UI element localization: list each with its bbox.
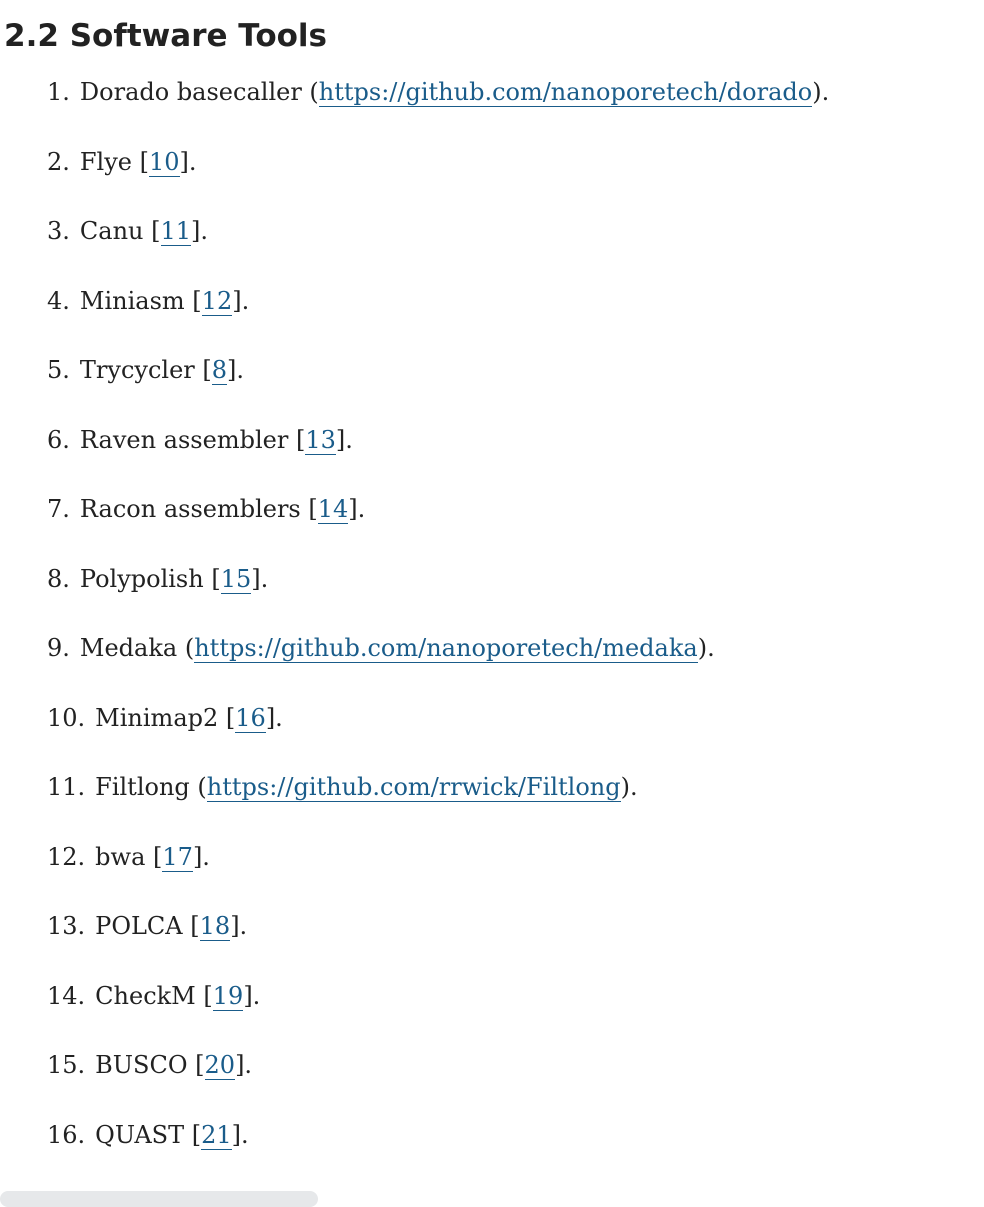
tool-open-punctuation: [ bbox=[143, 217, 161, 245]
tool-number: 3. bbox=[47, 217, 70, 245]
tool-name: POLCA bbox=[95, 912, 183, 940]
tool-number: 4. bbox=[47, 286, 70, 315]
tool-open-punctuation: [ bbox=[218, 703, 236, 732]
tool-name: Trycycler bbox=[79, 356, 195, 384]
tool-close-punctuation: ]. bbox=[251, 564, 269, 593]
tool-close-punctuation: ). bbox=[620, 773, 638, 801]
citation-link[interactable]: 17 bbox=[162, 842, 193, 871]
tool-close-punctuation: ]. bbox=[232, 286, 250, 315]
tool-list-item bbox=[47, 835, 829, 905]
tool-open-punctuation: ( bbox=[189, 773, 207, 801]
citation-link[interactable]: 20 bbox=[204, 1051, 236, 1079]
citation-link[interactable]: 21 bbox=[201, 1120, 232, 1149]
tool-number: 1. bbox=[47, 78, 70, 106]
tool-number: 9. bbox=[47, 634, 70, 662]
tool-name: bwa bbox=[95, 842, 146, 871]
tool-number: 7. bbox=[47, 495, 70, 523]
tool-close-punctuation: ]. bbox=[192, 842, 210, 871]
tool-open-punctuation: [ bbox=[145, 842, 163, 871]
software-tools-list bbox=[47, 70, 829, 1182]
tool-url-link[interactable]: https://github.com/nanoporetech/dorado bbox=[318, 78, 813, 106]
tool-list-item bbox=[47, 696, 829, 766]
tool-open-punctuation: [ bbox=[194, 356, 212, 384]
citation-link[interactable]: 10 bbox=[149, 147, 180, 176]
tool-list-item bbox=[47, 140, 829, 210]
tool-name: Medaka bbox=[79, 634, 178, 662]
tool-open-punctuation: ( bbox=[177, 634, 195, 662]
tool-url-link[interactable]: https://github.com/nanoporetech/medaka bbox=[194, 634, 698, 662]
citation-link[interactable]: 12 bbox=[201, 286, 233, 315]
tool-list-item bbox=[47, 904, 829, 974]
tool-close-punctuation: ]. bbox=[179, 147, 197, 176]
citation-link[interactable]: 13 bbox=[305, 425, 336, 454]
tool-open-punctuation: [ bbox=[184, 1120, 202, 1149]
tool-name: Miniasm bbox=[79, 286, 185, 315]
tool-close-punctuation: ]. bbox=[230, 912, 248, 940]
tool-name: Raven assembler bbox=[79, 425, 289, 454]
tool-number: 12. bbox=[47, 842, 86, 871]
section-heading: 2.2 Software Tools bbox=[4, 18, 328, 54]
tool-list-item bbox=[47, 1113, 829, 1183]
tool-list-item bbox=[47, 279, 829, 349]
tool-number: 11. bbox=[47, 773, 86, 801]
tool-open-punctuation: [ bbox=[288, 425, 306, 454]
citation-link[interactable]: 18 bbox=[199, 912, 231, 940]
citation-link[interactable]: 11 bbox=[160, 217, 192, 245]
tool-open-punctuation: [ bbox=[195, 981, 213, 1010]
tool-name: Minimap2 bbox=[95, 703, 219, 732]
tool-list-item bbox=[47, 209, 829, 279]
tool-close-punctuation: ]. bbox=[235, 1051, 253, 1079]
tool-close-punctuation: ). bbox=[812, 78, 830, 106]
tool-list-item bbox=[47, 70, 829, 140]
tool-open-punctuation: ( bbox=[301, 78, 319, 106]
tool-close-punctuation: ]. bbox=[227, 356, 245, 384]
tool-list-item bbox=[47, 487, 829, 557]
citation-link[interactable]: 8 bbox=[211, 356, 228, 384]
citation-link[interactable]: 19 bbox=[212, 981, 244, 1010]
tool-close-punctuation: ]. bbox=[265, 703, 283, 732]
tool-close-punctuation: ]. bbox=[348, 495, 366, 523]
citation-link[interactable]: 16 bbox=[235, 703, 266, 732]
tool-list-item bbox=[47, 626, 829, 696]
tool-open-punctuation: [ bbox=[132, 147, 149, 176]
tool-list-item bbox=[47, 557, 829, 627]
tool-number: 13. bbox=[47, 912, 86, 940]
tool-list-item bbox=[47, 1043, 829, 1113]
citation-link[interactable]: 15 bbox=[220, 564, 252, 593]
tool-name: Dorado basecaller bbox=[79, 78, 302, 106]
tool-close-punctuation: ). bbox=[697, 634, 715, 662]
tool-open-punctuation: [ bbox=[187, 1051, 205, 1079]
tool-number: 5. bbox=[47, 356, 70, 384]
tool-open-punctuation: [ bbox=[203, 564, 221, 593]
tool-number: 8. bbox=[47, 564, 70, 593]
tool-open-punctuation: [ bbox=[182, 912, 200, 940]
tool-name: QUAST bbox=[95, 1120, 185, 1149]
tool-close-punctuation: ]. bbox=[243, 981, 261, 1010]
horizontal-scrollbar[interactable] bbox=[0, 1191, 318, 1207]
tool-number: 2. bbox=[47, 147, 70, 176]
tool-name: Canu bbox=[79, 217, 144, 245]
tool-close-punctuation: ]. bbox=[191, 217, 209, 245]
tool-name: Flye bbox=[79, 147, 132, 176]
tool-number: 14. bbox=[47, 981, 86, 1010]
tool-number: 6. bbox=[47, 425, 70, 454]
tool-name: Polypolish bbox=[79, 564, 204, 593]
tool-name: BUSCO bbox=[95, 1051, 188, 1079]
tool-open-punctuation: [ bbox=[184, 286, 202, 315]
tool-url-link[interactable]: https://github.com/rrwick/Filtlong bbox=[206, 773, 621, 801]
citation-link[interactable]: 14 bbox=[317, 495, 349, 523]
tool-name: CheckM bbox=[95, 981, 196, 1010]
tool-open-punctuation: [ bbox=[300, 495, 318, 523]
tool-number: 16. bbox=[47, 1120, 86, 1149]
tool-name: Filtlong bbox=[95, 773, 190, 801]
tool-list-item bbox=[47, 765, 829, 835]
tool-close-punctuation: ]. bbox=[231, 1120, 249, 1149]
tool-list-item bbox=[47, 348, 829, 418]
tool-list-item bbox=[47, 974, 829, 1044]
tool-number: 10. bbox=[47, 703, 86, 732]
tool-number: 15. bbox=[47, 1051, 86, 1079]
tool-list-item bbox=[47, 418, 829, 488]
tool-name: Racon assemblers bbox=[79, 495, 301, 523]
tool-close-punctuation: ]. bbox=[335, 425, 353, 454]
